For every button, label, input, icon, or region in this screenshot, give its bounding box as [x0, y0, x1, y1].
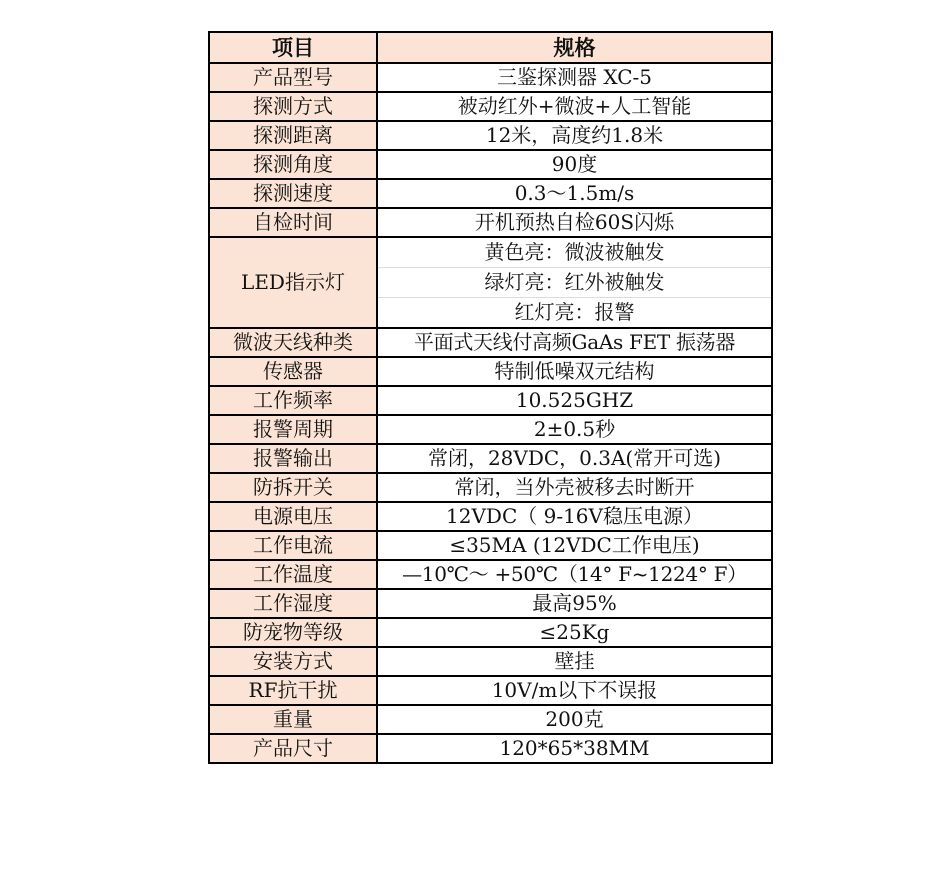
table-row — [209, 444, 772, 473]
row-label: 防拆开关 — [209, 473, 377, 502]
led-line: 绿灯亮：红外被触发 — [378, 267, 771, 297]
row-label: 微波天线种类 — [209, 328, 377, 357]
row-value: 常闭，当外壳被移去时断开 — [377, 473, 772, 502]
table-row — [209, 121, 772, 150]
row-value: 三鉴探测器 XC-5 — [377, 63, 772, 92]
row-value: 特制低噪双元结构 — [377, 357, 772, 386]
table-row — [209, 705, 772, 734]
table-row — [209, 502, 772, 531]
table-row — [209, 618, 772, 647]
row-label: RF抗干扰 — [209, 676, 377, 705]
row-label: 报警输出 — [209, 444, 377, 473]
row-label: LED指示灯 — [209, 237, 377, 328]
row-label: 工作电流 — [209, 531, 377, 560]
row-value: 平面式天线付高频GaAs FET 振荡器 — [377, 328, 772, 357]
table-row — [209, 415, 772, 444]
row-label: 产品尺寸 — [209, 734, 377, 763]
table-row — [209, 63, 772, 92]
row-label: 探测角度 — [209, 150, 377, 179]
row-label: 工作湿度 — [209, 589, 377, 618]
row-value: 200克 — [377, 705, 772, 734]
table-row — [209, 92, 772, 121]
row-value: 12米，高度约1.8米 — [377, 121, 772, 150]
spec-table — [208, 31, 773, 764]
table-row — [209, 589, 772, 618]
row-label: 防宠物等级 — [209, 618, 377, 647]
row-label: 重量 — [209, 705, 377, 734]
table-row — [209, 473, 772, 502]
table-row-led — [209, 237, 772, 328]
row-value: 开机预热自检60S闪烁 — [377, 208, 772, 237]
row-value: 被动红外+微波+人工智能 — [377, 92, 772, 121]
row-value: 2±0.5秒 — [377, 415, 772, 444]
table-row — [209, 647, 772, 676]
row-label: 自检时间 — [209, 208, 377, 237]
table-header-row — [209, 32, 772, 63]
row-value: 常闭，28VDC，0.3A(常开可选) — [377, 444, 772, 473]
led-line: 红灯亮：报警 — [378, 297, 771, 327]
row-value: ≤25Kg — [377, 618, 772, 647]
row-value: 最高95% — [377, 589, 772, 618]
led-line: 黄色亮：微波被触发 — [484, 240, 665, 264]
row-value-multiline — [377, 237, 772, 328]
row-label: 探测距离 — [209, 121, 377, 150]
row-value: 10.525GHZ — [377, 386, 772, 415]
table-row — [209, 208, 772, 237]
row-value: 90度 — [377, 150, 772, 179]
table-row — [209, 179, 772, 208]
table-row — [209, 150, 772, 179]
header-item: 项目 — [209, 32, 377, 63]
row-label: 探测方式 — [209, 92, 377, 121]
table-row — [209, 328, 772, 357]
row-value: 120*65*38MM — [377, 734, 772, 763]
row-value: 12VDC（ 9-16V稳压电源） — [377, 502, 772, 531]
table-row — [209, 560, 772, 589]
row-value: 0.3～1.5m/s — [377, 179, 772, 208]
table-row — [209, 357, 772, 386]
row-value: ≤35MA (12VDC工作电压) — [377, 531, 772, 560]
row-label: 探测速度 — [209, 179, 377, 208]
row-label: 电源电压 — [209, 502, 377, 531]
row-label: 产品型号 — [209, 63, 377, 92]
table-row — [209, 531, 772, 560]
row-label: 工作温度 — [209, 560, 377, 589]
row-value: 壁挂 — [377, 647, 772, 676]
row-value: —10℃～ +50℃（14° F~1224° F） — [377, 560, 772, 589]
row-label: 工作频率 — [209, 386, 377, 415]
row-value: 10V/m以下不误报 — [377, 676, 772, 705]
row-label: 报警周期 — [209, 415, 377, 444]
row-label: 传感器 — [209, 357, 377, 386]
table-row — [209, 676, 772, 705]
header-spec: 规格 — [377, 32, 772, 63]
table-row — [209, 734, 772, 763]
row-label: 安装方式 — [209, 647, 377, 676]
table-row — [209, 386, 772, 415]
